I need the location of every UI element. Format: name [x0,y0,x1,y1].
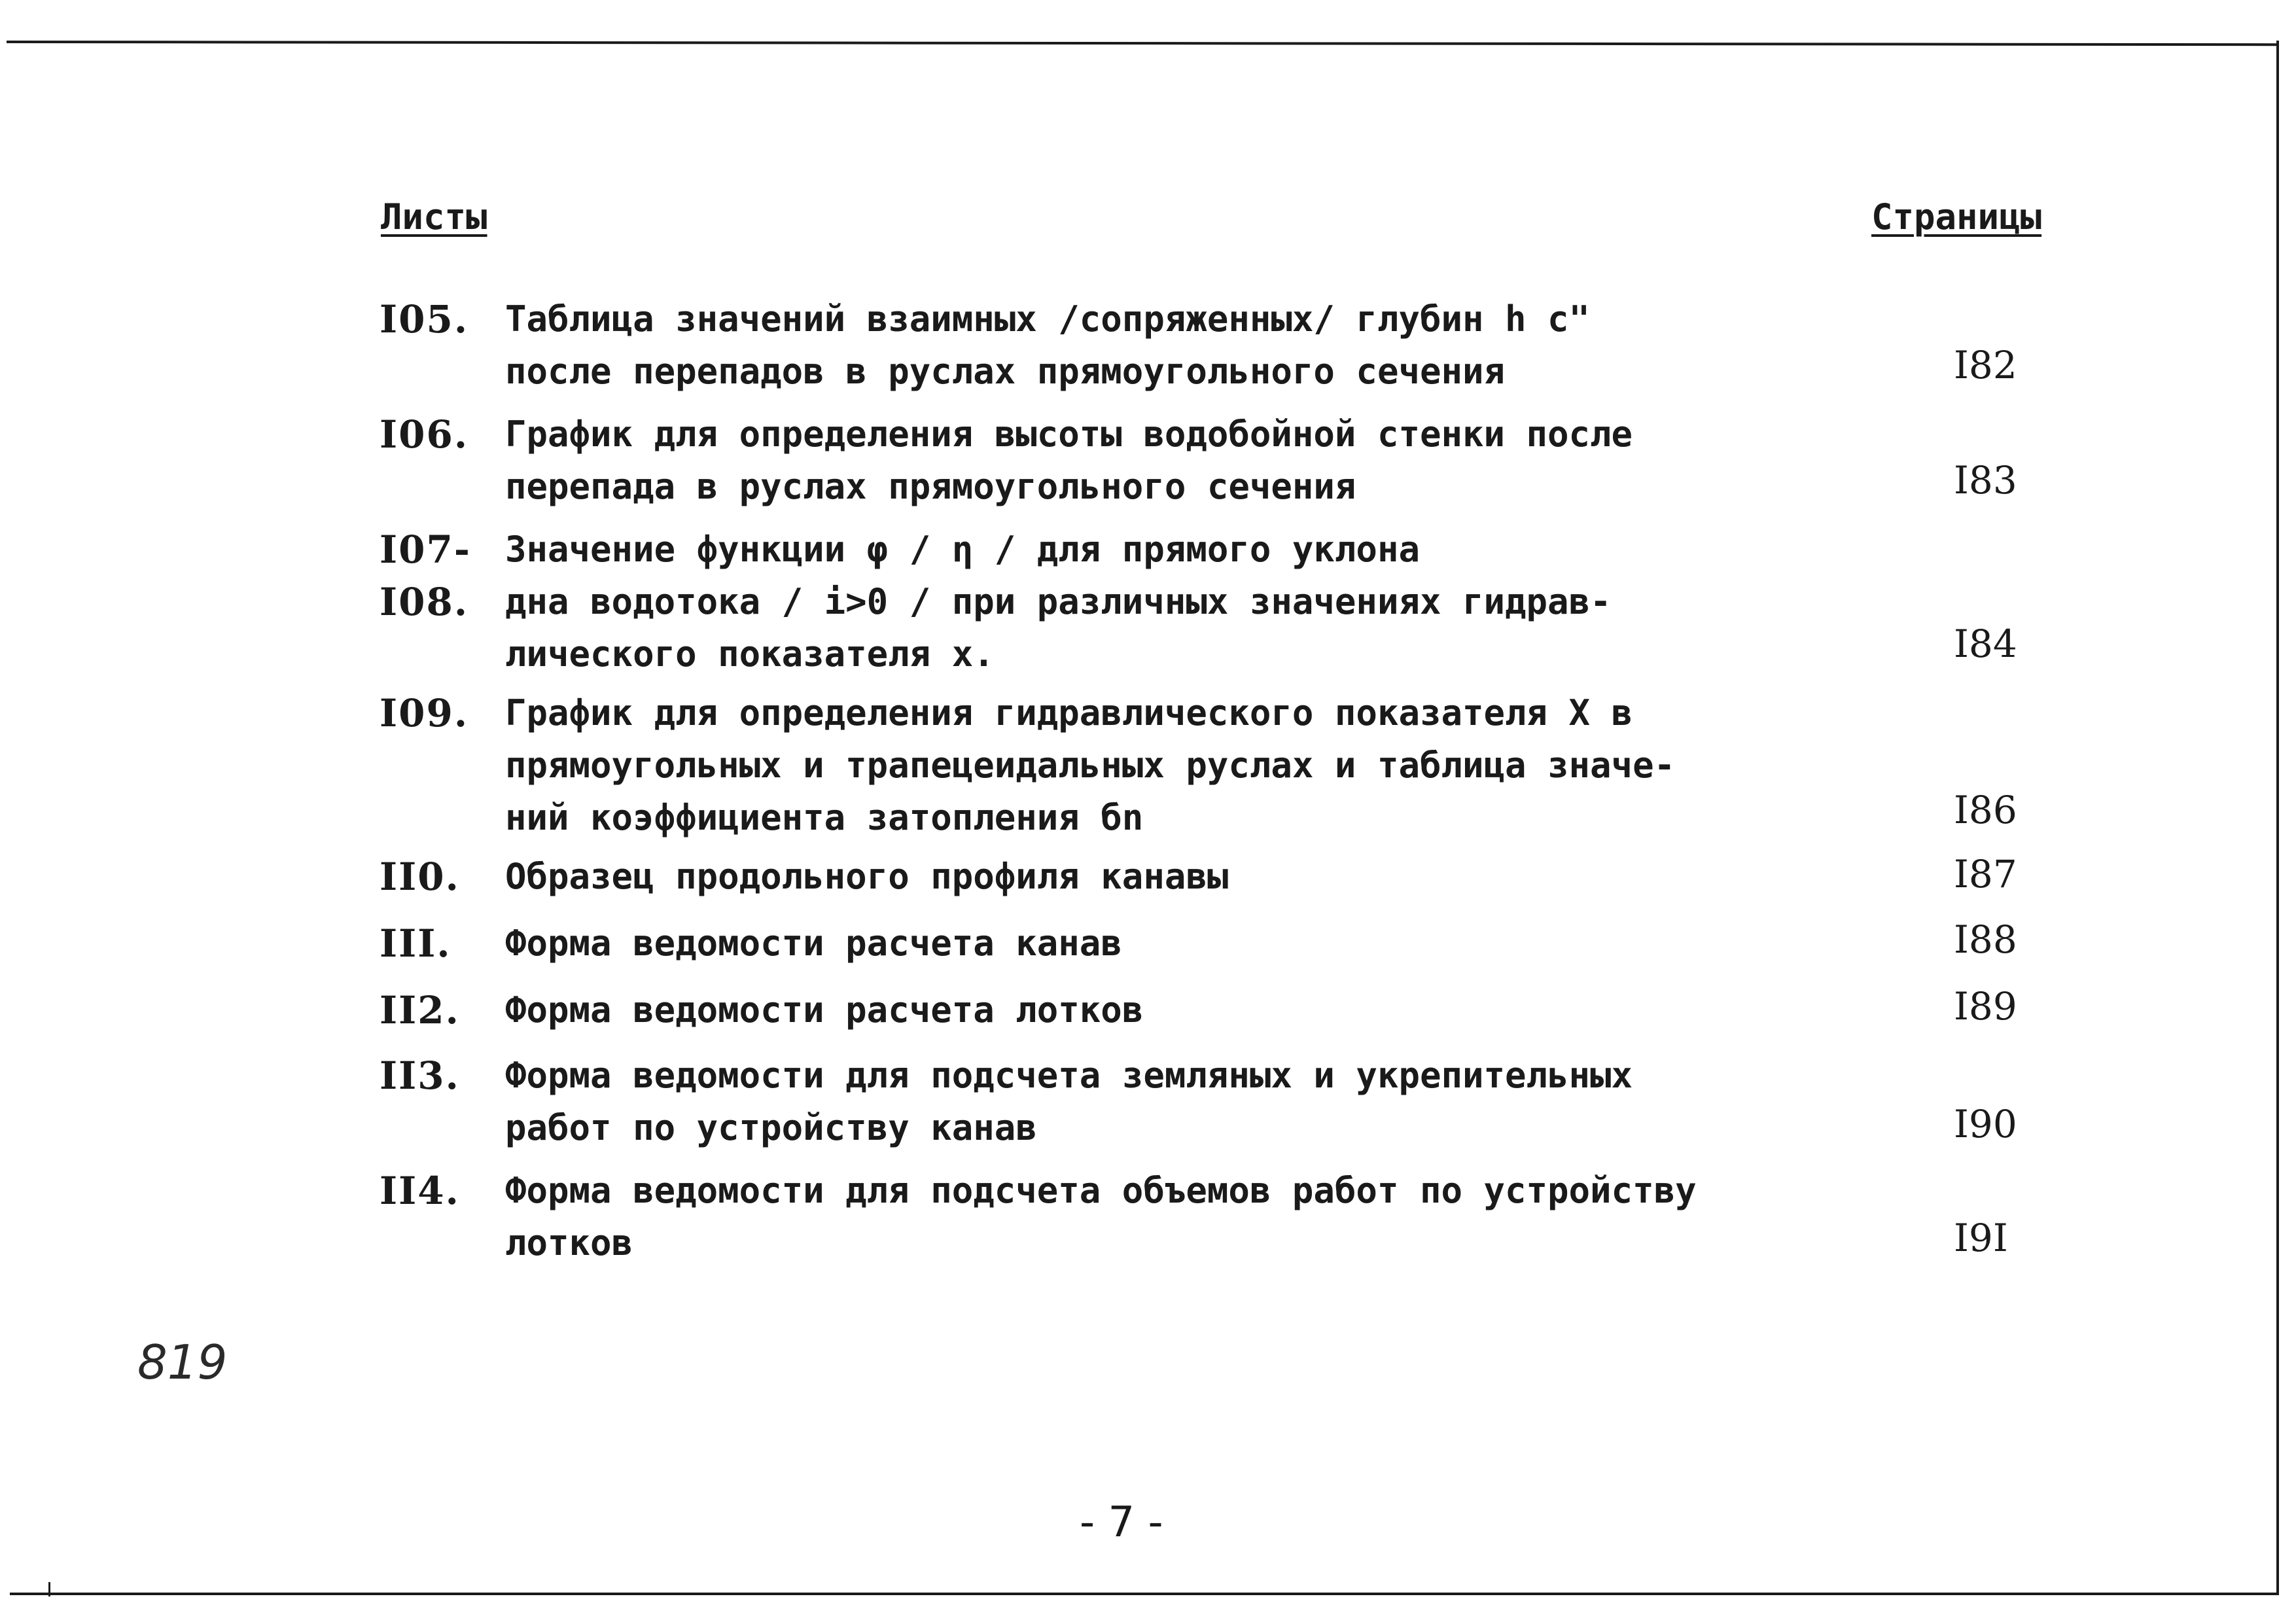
entry-text [505,1165,1801,1269]
entry-text [505,1049,1801,1154]
entry-line: после перепадов в руслах прямоугольного сечения [505,351,1506,392]
entry-line: работ по устройству канав [505,1107,1037,1148]
entry-number: II3. [380,1053,460,1098]
entry-line: График для определения гидравлического показателя X в [505,692,1633,733]
entry-line: дна водотока / i>0 / при различных значениях гидрав- [505,581,1612,622]
entry-line: прямоугольных и трапецеидальных руслах и таблица значе- [505,745,1676,786]
entry-text [505,851,1801,903]
entry-number: I06. [380,412,469,457]
entry-number: II4. [380,1169,460,1213]
entry-line: Форма ведомости для подсчета объемов работ по устройству [505,1170,1697,1211]
entry-text [505,293,1801,398]
entry-page: I82 [1954,343,2017,387]
entry-line: Таблица значений взаимных /сопряженных/ глубин h c" [505,298,1591,340]
entry-text [505,687,1801,844]
entry-text [505,917,1801,970]
entry-line: Значение функции φ / η / для прямого уклона [505,529,1420,570]
entry-page: I9I [1954,1216,2008,1260]
entry-page: I89 [1954,984,2017,1029]
entry-line: перепада в руслах прямоугольного сечения [505,466,1356,507]
entry-number: II2. [380,988,460,1032]
entry-number: I05. [380,297,469,342]
entry-page: I83 [1954,458,2017,502]
header-sheets: Листы [381,196,487,238]
archive-mark: 819 [137,1335,228,1390]
frame-right-rule [2276,41,2279,1594]
entry-text [505,984,1801,1036]
frame-tick-mark [48,1582,50,1596]
header-pages: Страницы [1871,196,2042,238]
entry-line: Форма ведомости расчета лотков [505,989,1144,1031]
entry-number: III. [380,921,451,966]
entry-line: ний коэффициента затопления бn [505,797,1144,838]
entry-page: I90 [1954,1102,2017,1146]
entry-line: Форма ведомости для подсчета земляных и укрепительных [505,1055,1633,1096]
entry-line: Образец продольного профиля канавы [505,856,1229,897]
entry-page: I88 [1954,917,2017,962]
entry-text [505,523,1801,680]
entry-number: II0. [380,855,460,899]
frame-bottom-rule [10,1593,2279,1595]
entry-line: График для определения высоты водобойной стенки после [505,414,1633,455]
entry-page: I87 [1954,852,2017,896]
entry-line: лотков [505,1222,633,1263]
frame-top-rule [7,41,2277,46]
entry-number: I09. [380,691,469,735]
entry-text [505,408,1801,513]
entry-number [380,523,497,628]
entry-number-second: I08. [380,580,469,624]
entry-number-first: I07- [380,527,471,572]
entry-line: лического показателя x. [505,633,995,675]
entry-page: I86 [1954,788,2017,832]
page-number: - 7 - [1080,1498,1163,1547]
entry-page: I84 [1954,622,2017,666]
entry-line: Форма ведомости расчета канав [505,923,1122,964]
